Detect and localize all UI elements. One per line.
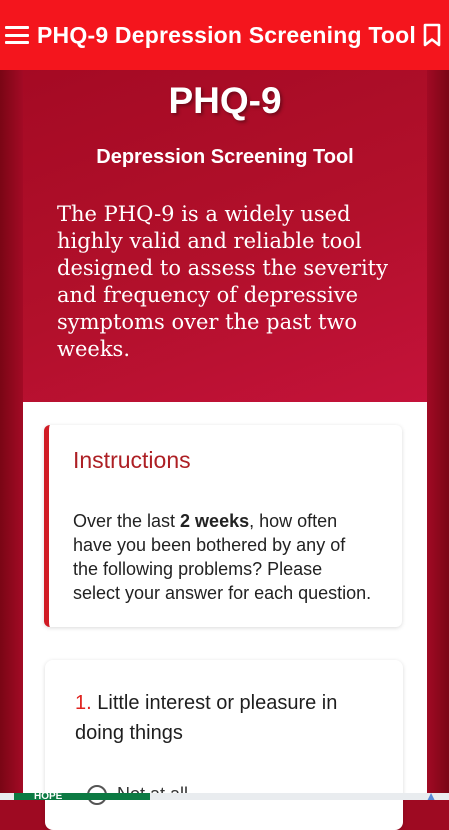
instructions-text-start: Over the last [73, 511, 181, 531]
app-title: PHQ-9 Depression Screening Tool [37, 21, 416, 48]
instructions-card [44, 425, 402, 627]
ad-banner[interactable] [0, 789, 449, 803]
instructions-text-bold: 2 weeks [180, 511, 250, 531]
instructions-text [73, 509, 373, 605]
question-number: 1. [75, 692, 92, 714]
hamburger-menu-icon[interactable] [0, 0, 33, 70]
background-left [0, 70, 23, 800]
question-card [45, 660, 403, 830]
ad-logo[interactable]: HOPE [14, 793, 150, 800]
instructions-text-end: , how often have you been bothered by any of the following problems? Please select your answer for each question. [73, 511, 372, 603]
ad-choices-icon[interactable]: ▲ [425, 789, 437, 803]
bookmark-icon[interactable] [416, 0, 449, 70]
question-text [75, 688, 385, 748]
hero-title: PHQ-9 [168, 80, 282, 121]
app-bar [0, 0, 449, 70]
main-content[interactable] [23, 402, 427, 800]
hero-banner [23, 70, 427, 402]
hero-description: The PHQ-9 is a widely used highly valid and reliable tool designed to assess the severity and frequency of depressive symptoms over the past two weeks. [57, 202, 388, 361]
background-right [426, 70, 449, 800]
instructions-title: Instructions [73, 447, 191, 473]
hero-subtitle: Depression Screening Tool [96, 146, 354, 168]
question-label: Little interest or pleasure in doing things [75, 692, 338, 744]
